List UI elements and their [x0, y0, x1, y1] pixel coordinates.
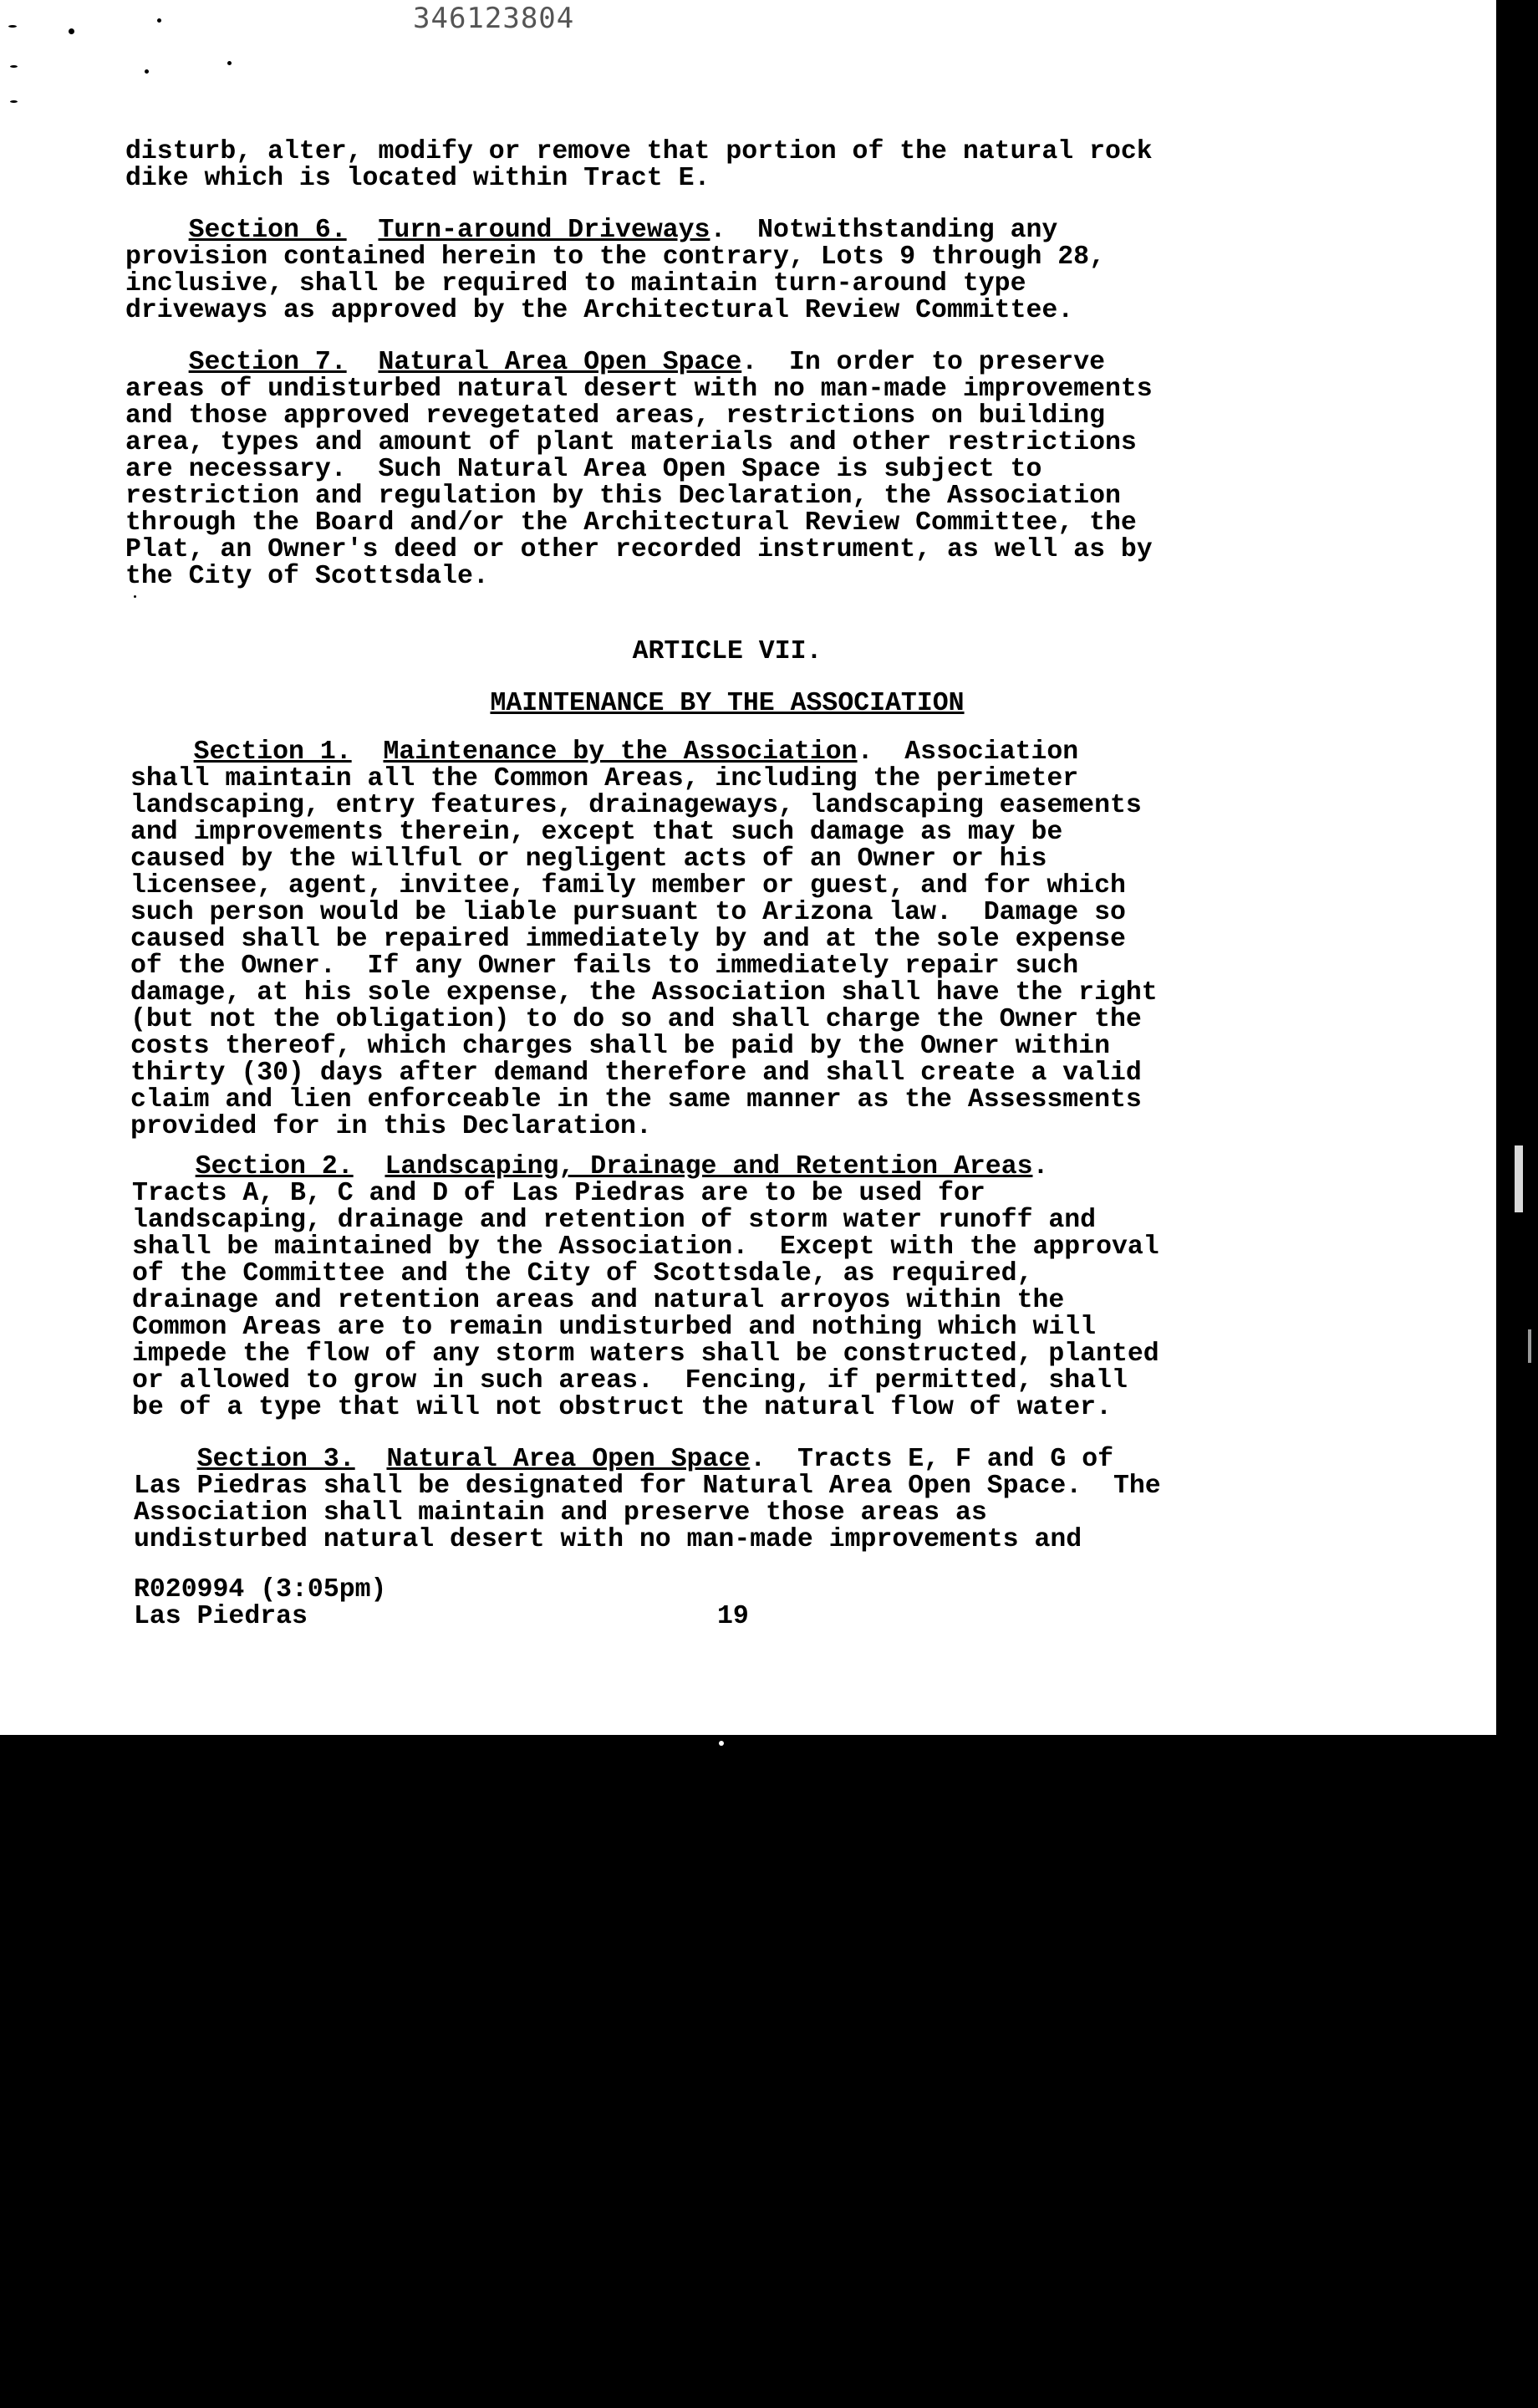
article-heading: ARTICLE VII.: [632, 637, 822, 666]
text-line: undisturbed natural desert with no man-made improvements and: [134, 1525, 1082, 1554]
section-number: Section 6.: [188, 216, 347, 245]
text-line: Tracts A, B, C and D of Las Piedras are to be used for: [132, 1179, 985, 1208]
section-number: Section 7.: [188, 348, 347, 377]
text-line: such person would be liable pursuant to Arizona law. Damage so: [130, 898, 1126, 927]
scan-edge-mark: [719, 1741, 724, 1746]
text-line: Plat, an Owner's deed or other recorded instrument, as well as by: [125, 535, 1153, 564]
scan-speck: [10, 65, 18, 68]
scan-speck: [10, 100, 18, 103]
scan-speck: [8, 25, 17, 28]
text-line: and improvements therein, except that such damage as may be: [130, 818, 1063, 847]
document-id: 346123804: [413, 2, 575, 35]
text-line: be of a type that will not obstruct the natural flow of water.: [132, 1393, 1112, 1422]
text-line: Common Areas are to remain undisturbed and nothing which will: [132, 1313, 1097, 1342]
text-line: caused shall be repaired immediately by and at the sole expense: [130, 925, 1126, 954]
text-line: thirty (30) days after demand therefore and shall create a valid: [130, 1059, 1142, 1088]
section-6-paragraph: [125, 217, 1346, 324]
section-title: Turn-around Driveways: [378, 216, 710, 245]
text-line: dike which is located within Tract E.: [125, 164, 710, 193]
section-title: Landscaping, Drainage and Retention Areas: [384, 1152, 1033, 1181]
text-line: (but not the obligation) to do so and shall charge the Owner the: [130, 1005, 1142, 1034]
footer-project: Las Piedras: [134, 1602, 308, 1631]
section-title: Natural Area Open Space: [378, 348, 742, 377]
text-line: damage, at his sole expense, the Association shall have the right: [130, 978, 1158, 1008]
text-line: Association shall maintain and preserve those areas as: [134, 1498, 987, 1528]
scan-speck: [227, 61, 232, 65]
text-line: provided for in this Declaration.: [130, 1112, 652, 1141]
text-line: of the Owner. If any Owner fails to immediately repair such: [130, 951, 1079, 981]
text-line: impede the flow of any storm waters shall be constructed, planted: [132, 1339, 1159, 1369]
text-line: through the Board and/or the Architectural Review Committee, the: [125, 508, 1137, 538]
opening-paragraph: [125, 139, 1346, 192]
text-line: claim and lien enforceable in the same manner as the Assessments: [130, 1085, 1142, 1115]
text-line: landscaping, entry features, drainageways, landscaping easements: [130, 791, 1142, 820]
text-line: shall maintain all the Common Areas, including the perimeter: [130, 764, 1079, 793]
page-number: 19: [717, 1602, 749, 1631]
text-line: and those approved revegetated areas, restrictions on building: [125, 401, 1105, 431]
section-title: Maintenance by the Association: [383, 737, 858, 767]
section-number: Section 3.: [196, 1445, 355, 1474]
section-7-paragraph: [125, 349, 1346, 590]
article-section-3-paragraph: [134, 1446, 1354, 1553]
scan-speck: [157, 18, 161, 23]
scan-speck: [69, 28, 74, 34]
text-line: of the Committee and the City of Scottsdale, as required,: [132, 1259, 1033, 1288]
section-number: Section 2.: [195, 1152, 354, 1181]
text-line: the City of Scottsdale.: [125, 562, 489, 591]
text-line: . Tracts E, F and G of: [750, 1445, 1114, 1474]
text-line: .: [1032, 1152, 1049, 1181]
scan-speck: [134, 595, 136, 598]
text-line: shall be maintained by the Association. Except with the approval: [132, 1232, 1159, 1262]
article-title: MAINTENANCE BY THE ASSOCIATION: [490, 689, 965, 718]
text-line: area, types and amount of plant materials and other restrictions: [125, 428, 1137, 457]
text-line: licensee, agent, invitee, family member or guest, and for which: [130, 871, 1126, 900]
text-line: landscaping, drainage and retention of storm water runoff and: [132, 1206, 1097, 1235]
text-line: Las Piedras shall be designated for Natural Area Open Space. The: [134, 1472, 1161, 1501]
scan-edge-mark: [1528, 1329, 1531, 1363]
text-line: . Notwithstanding any: [710, 216, 1058, 245]
text-line: . Association: [857, 737, 1079, 767]
scan-speck: [145, 69, 149, 74]
text-line: costs thereof, which charges shall be paid by the Owner within: [130, 1032, 1110, 1061]
text-line: . In order to preserve: [741, 348, 1106, 377]
scan-edge-mark: [1515, 1145, 1523, 1212]
article-section-2-paragraph: [132, 1154, 1352, 1421]
section-title: Natural Area Open Space: [386, 1445, 751, 1474]
footer-revision: R020994 (3:05pm): [134, 1575, 387, 1604]
section-number: Section 1.: [193, 737, 352, 767]
text-line: areas of undisturbed natural desert with no man-made improvements: [125, 375, 1153, 404]
text-line: provision contained herein to the contrary, Lots 9 through 28,: [125, 242, 1105, 272]
text-line: drainage and retention areas and natural arroyos within the: [132, 1286, 1065, 1315]
text-line: are necessary. Such Natural Area Open Space is subject to: [125, 455, 1042, 484]
text-line: inclusive, shall be required to maintain turn-around type: [125, 269, 1026, 298]
text-line: restriction and regulation by this Declaration, the Association: [125, 482, 1121, 511]
text-line: caused by the willful or negligent acts of an Owner or his: [130, 844, 1047, 874]
article-section-1-paragraph: [130, 739, 1351, 1140]
text-line: driveways as approved by the Architectural Review Committee.: [125, 296, 1074, 325]
text-line: disturb, alter, modify or remove that portion of the natural rock: [125, 137, 1153, 166]
text-line: or allowed to grow in such areas. Fencing, if permitted, shall: [132, 1366, 1128, 1395]
